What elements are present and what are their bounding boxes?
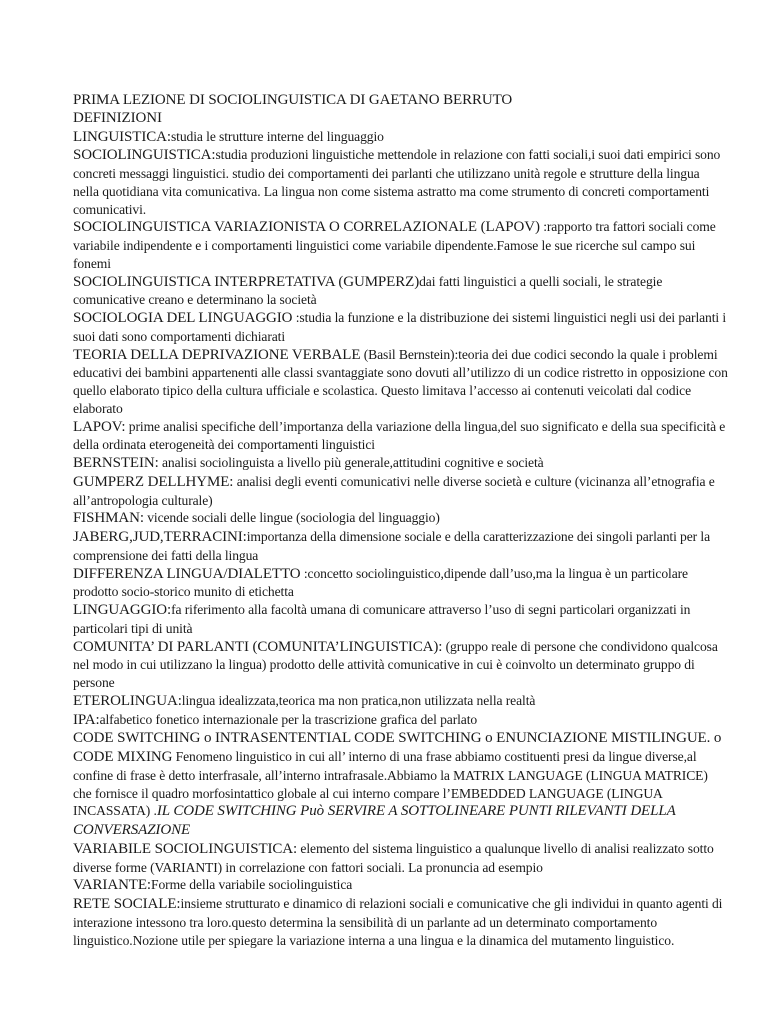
definition-entry: [73, 692, 728, 711]
definition-term: LINGUAGGIO:: [73, 602, 172, 618]
definition-term: DIFFERENZA LINGUA/DIALETTO: [73, 565, 301, 582]
definition-term: GUMPERZ DELLHYME:: [73, 473, 234, 490]
definition-term: LAPOV:: [73, 418, 126, 435]
definition-entry: [73, 473, 728, 510]
definition-term: SOCIOLINGUISTICA INTERPRETATIVA (GUMPERZ): [73, 273, 420, 290]
definition-entry: [73, 895, 728, 949]
definition-term: SOCIOLINGUISTICA:: [73, 147, 216, 164]
definition-text: Forme della variabile sociolinguistica: [151, 877, 353, 893]
definition-text: :studia la funzione e la distribuzione dei sistemi linguistici negli usi dei parlanti i suoi dati sono comportamenti dichiarati: [73, 310, 727, 344]
definition-entry: [73, 418, 728, 455]
definition-text: lingua idealizzata,teorica ma non pratica,non utilizzata nella realtà: [181, 692, 536, 708]
document-title: PRIMA LEZIONE DI SOCIOLINGUISTICA DI GAETANO BERRUTO: [73, 92, 513, 108]
definition-entry: [73, 128, 728, 147]
definition-entry: [73, 454, 728, 473]
definition-entry: [73, 146, 728, 218]
definition-text: vicende sociali delle lingue (sociologia del linguaggio): [143, 510, 440, 526]
definition-term: ETEROLINGUA:: [73, 692, 182, 709]
definition-term: RETE SOCIALE:: [73, 896, 181, 912]
definition-text: elemento del sistema linguistico a qualunque livello di analisi realizzato sotto diverse forme (VARIANTI) in correlazione con fattori sociali. La pronuncia ad esempio: [73, 840, 714, 875]
definition-text: fa riferimento alla facoltà umana di comunicare attraverso l’uso di segni particolari organizzati in particolari tipi di unità: [73, 602, 691, 636]
definition-text: prime analisi specifiche dell’importanza della variazione della lingua,del suo significato e della sua specificità e della ordinata eterogeneità dei comportamenti linguistici: [73, 418, 726, 453]
document-subtitle: DEFINIZIONI: [73, 109, 162, 126]
definition-entry: [73, 711, 728, 730]
definition-term: JABERG,JUD,TERRACINI:: [73, 529, 247, 545]
definition-emphasis: IL CODE SWITCHING Può SERVIRE A SOTTOLINEARE PUNTI RILEVANTI DELLA CONVERSAZIONE: [73, 803, 676, 838]
definition-text: alfabetico fonetico internazionale per la trascrizione grafica del parlato: [99, 711, 478, 727]
definition-text: :concetto sociolinguistico,dipende dall’uso,ma la lingua è un particolare prodotto socio-storico munito di etichetta: [73, 565, 688, 600]
definition-text: importanza della dimensione sociale e della caratterizzazione dei singoli parlanti per la comprensione dei fatti della lingua: [73, 529, 711, 563]
definition-text: (Basil Bernstein):teoria dei due codici secondo la quale i problemi educativi dei bambini appartenenti alle classi svantaggiate sono dovuti all’utilizzo di un codice ristretto in opposizione con quello elaborato tipico della cultura ufficiale e scolastica. Questo limitava l’accesso ai contenuti veicolati dal codice elaborato: [73, 346, 728, 416]
definition-entry: [73, 509, 728, 528]
definition-entry: [73, 840, 728, 877]
definition-term: VARIANTE:: [73, 877, 151, 894]
definition-entry: [73, 876, 728, 895]
definition-term: FISHMAN:: [73, 510, 144, 527]
definition-text: studia produzioni linguistiche mettendole in relazione con fatti sociali,i suoi dati empirici sono concreti messaggi linguistici. studio dei comportamenti dei parlanti che utilizzano unità regole e strutture della lingua nella quotidiana vita comunicativa. La lingua non come sistema astratto ma come strumento di concreti comportamenti comunicativi.: [73, 147, 721, 217]
definition-entry: [73, 273, 728, 310]
definition-term: IPA:: [73, 711, 100, 728]
definition-entry: [73, 528, 728, 565]
definition-term: BERNSTEIN:: [73, 455, 159, 471]
definition-text: analisi degli eventi comunicativi nelle diverse società e culture (vicinanza all’etnografia e all’antropologia culturale): [73, 473, 715, 508]
definition-text: :rapporto tra fattori sociali come variabile indipendente e i comportamenti linguistici come variabile dipendente.Famose le sue ricerche sul campo sui fonemi: [73, 219, 716, 271]
definition-term: LINGUISTICA:: [73, 128, 171, 145]
definition-term: SOCIOLINGUISTICA VARIAZIONISTA O CORRELAZIONALE (LAPOV): [73, 219, 540, 236]
definition-term: CODE SWITCHING o INTRASENTENTIAL CODE SWITCHING o ENUNCIAZIONE MISTILINGUE. o CODE MIXING: [73, 730, 722, 765]
definition-term: VARIABILE SOCIOLINGUISTICA:: [73, 840, 298, 857]
document-body: [73, 92, 728, 949]
definition-entry: [73, 565, 728, 602]
definition-text: studia le strutture interne del linguaggio: [170, 128, 384, 144]
definition-text: analisi sociolinguista a livello più generale,attitudini cognitive e società: [158, 455, 544, 470]
definition-text: insieme strutturato e dinamico di relazioni sociali e comunicative che gli individui in quanto agenti di interazione intessono tra loro.questo determina la sensibilità di un parlante ad un determinato comportamento linguistico.Nozione utile per spiegare la variazione interna a una lingua e la dinamica del mutamento linguistico.: [73, 896, 723, 948]
definition-text: dai fatti linguistici a quelli sociali, le strategie comunicative creano e determinano la società: [73, 273, 663, 308]
definition-entry: [73, 729, 728, 840]
definition-term: COMUNITA’ DI PARLANTI (COMUNITA’LINGUISTICA):: [73, 638, 443, 655]
definition-entry: [73, 309, 728, 346]
definition-text: Fenomeno linguistico in cui all’ interno di una frase abbiamo costituenti presi da lingue diverse,al confine di frase è detto interfrasale, all’interno intrafrasale.Abbiamo la MATRIX LANGUAGE (LINGUA MATRICE) che fornisce il quadro morfosintattico globale al cui interno compare l’EMBEDDED LANGUAGE (LINGUA INCASSATA) .: [73, 749, 708, 819]
definition-text: (gruppo reale di persone che condividono qualcosa nel modo in cui utilizzano la lingua) prodotto delle attività comunicative in cui è coinvolto un determinato gruppo di persone: [73, 638, 718, 690]
definition-term: SOCIOLOGIA DEL LINGUAGGIO: [73, 310, 293, 326]
definition-entry: [73, 346, 728, 418]
definition-entry: [73, 601, 728, 638]
definition-entry: [73, 218, 728, 272]
definition-term: TEORIA DELLA DEPRIVAZIONE VERBALE: [73, 346, 361, 363]
definition-entry: [73, 638, 728, 692]
